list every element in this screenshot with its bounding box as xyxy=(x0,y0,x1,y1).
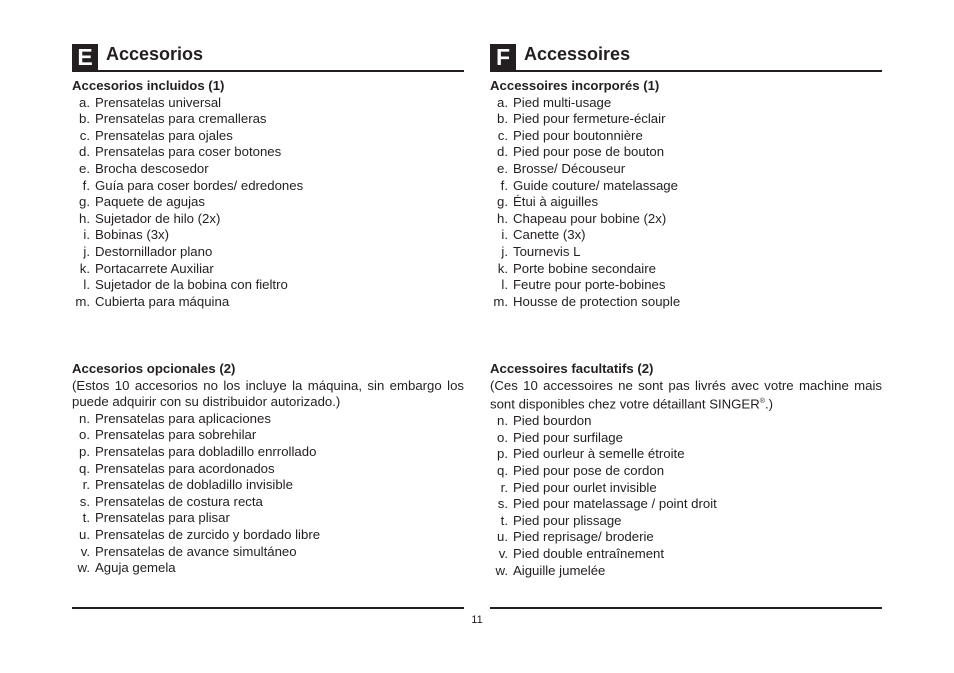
item-text: Destornillador plano xyxy=(95,243,213,259)
list-item xyxy=(490,529,882,546)
item-text: Pied double entraînement xyxy=(513,545,665,561)
registered-mark: ® xyxy=(759,398,765,406)
item-text: Prensatelas para coser botones xyxy=(95,144,282,160)
item-marker: o. xyxy=(79,427,90,443)
item-text: Pied pour pose de cordon xyxy=(513,462,665,478)
item-text: Prensatelas de dobladillo invisible xyxy=(95,477,293,493)
item-text: Pied pour ourlet invisible xyxy=(513,479,657,495)
list-item xyxy=(72,294,464,311)
item-text: Pied pour plissage xyxy=(513,512,622,528)
item-marker: j. xyxy=(501,243,508,259)
item-text: Prensatelas para sobrehilar xyxy=(95,427,257,443)
list-item xyxy=(490,563,882,580)
item-marker: b. xyxy=(497,111,508,127)
optional-list xyxy=(72,411,464,577)
item-text: Étui à aiguilles xyxy=(513,194,599,210)
item-marker: v. xyxy=(498,545,508,561)
list-item xyxy=(490,413,882,430)
item-text: Prensatelas para acordonados xyxy=(95,460,275,476)
header-rule xyxy=(72,70,464,72)
list-item xyxy=(490,211,882,228)
included-list xyxy=(490,95,882,311)
item-marker: d. xyxy=(79,144,90,160)
item-marker: c. xyxy=(79,127,90,143)
item-text: Prensatelas de avance simultáneo xyxy=(95,543,297,559)
french-column xyxy=(490,43,882,578)
item-marker: c. xyxy=(497,127,508,143)
optional-intro xyxy=(490,378,882,414)
section-header xyxy=(72,43,464,70)
included-list xyxy=(72,95,464,311)
included-heading: Accessoires incorporés (1) xyxy=(490,78,660,93)
item-marker: u. xyxy=(497,529,508,545)
list-item xyxy=(490,244,882,261)
item-text: Pied pour matelassage / point droit xyxy=(513,496,717,512)
list-item xyxy=(72,411,464,428)
list-item xyxy=(490,446,882,463)
item-marker: h. xyxy=(79,210,90,226)
optional-accessories xyxy=(72,361,464,577)
item-marker: n. xyxy=(79,410,90,426)
list-item xyxy=(490,277,882,294)
item-marker: f. xyxy=(82,177,90,193)
item-text: Tournevis L xyxy=(513,243,581,259)
optional-heading: Accesorios opcionales (2) xyxy=(72,361,236,376)
item-marker: k. xyxy=(497,260,508,276)
list-item xyxy=(72,461,464,478)
intro-text: (Ces 10 accessoires ne sont pas livrés avec votre machine mais sont disponibles chez votre détaillant SINGER xyxy=(490,377,882,412)
item-marker: e. xyxy=(497,160,508,176)
item-marker: f. xyxy=(500,177,508,193)
list-item xyxy=(72,194,464,211)
item-text: Prensatelas de zurcido y bordado libre xyxy=(95,526,321,542)
spanish-column xyxy=(72,43,464,576)
language-badge: E xyxy=(72,44,98,70)
item-text: Bobinas (3x) xyxy=(95,227,170,243)
item-text: Brosse/ Découseur xyxy=(513,160,626,176)
item-text: Pied pour boutonnière xyxy=(513,127,643,143)
list-item xyxy=(490,546,882,563)
item-marker: l. xyxy=(83,277,90,293)
item-marker: e. xyxy=(79,160,90,176)
item-marker: w. xyxy=(77,560,90,576)
item-text: Pied reprisage/ broderie xyxy=(513,529,654,545)
list-item xyxy=(490,463,882,480)
optional-intro: (Estos 10 accesorios no los incluye la máquina, sin embargo los puede adquirir con su distribuidor autorizado.) xyxy=(72,377,464,410)
item-text: Chapeau pour bobine (2x) xyxy=(513,210,667,226)
list-item xyxy=(72,510,464,527)
optional-heading: Accessoires facultatifs (2) xyxy=(490,361,654,376)
list-item xyxy=(72,211,464,228)
item-text: Feutre pour porte-bobines xyxy=(513,277,666,293)
list-item xyxy=(490,227,882,244)
list-item xyxy=(490,480,882,497)
item-marker: k. xyxy=(79,260,90,276)
list-item xyxy=(72,161,464,178)
item-text: Paquete de agujas xyxy=(95,194,205,210)
item-text: Sujetador de la bobina con fieltro xyxy=(95,277,288,293)
item-text: Cubierta para máquina xyxy=(95,293,230,309)
item-marker: s. xyxy=(79,493,90,509)
list-item xyxy=(72,477,464,494)
item-marker: l. xyxy=(501,277,508,293)
list-item xyxy=(72,277,464,294)
item-marker: g. xyxy=(497,194,508,210)
item-marker: m. xyxy=(493,293,508,309)
item-text: Pied pour surfilage xyxy=(513,429,623,445)
list-item xyxy=(490,95,882,112)
list-item xyxy=(490,513,882,530)
item-marker: h. xyxy=(497,210,508,226)
list-item xyxy=(72,544,464,561)
item-text: Aguja gemela xyxy=(95,560,176,576)
item-marker: o. xyxy=(497,429,508,445)
item-marker: i. xyxy=(501,227,508,243)
list-item xyxy=(72,244,464,261)
item-text: Prensatelas universal xyxy=(95,94,222,110)
item-text: Brocha descosedor xyxy=(95,160,209,176)
item-text: Pied multi-usage xyxy=(513,94,612,110)
list-item xyxy=(490,178,882,195)
list-item xyxy=(490,261,882,278)
section-title: Accesorios xyxy=(106,44,204,64)
list-item xyxy=(72,444,464,461)
item-marker: t. xyxy=(82,510,90,526)
item-marker: r. xyxy=(500,479,508,495)
list-item xyxy=(72,560,464,577)
item-marker: s. xyxy=(497,496,508,512)
item-marker: v. xyxy=(80,543,90,559)
item-text: Prensatelas para plisar xyxy=(95,510,230,526)
item-text: Porte bobine secondaire xyxy=(513,260,656,276)
item-marker: g. xyxy=(79,194,90,210)
optional-accessories xyxy=(490,361,882,579)
item-marker: p. xyxy=(497,446,508,462)
item-text: Canette (3x) xyxy=(513,227,586,243)
item-text: Housse de protection souple xyxy=(513,293,681,309)
footer-rule xyxy=(490,607,882,609)
item-text: Pied ourleur à semelle étroite xyxy=(513,446,685,462)
item-text: Prensatelas para ojales xyxy=(95,127,233,143)
optional-list xyxy=(490,413,882,579)
list-item xyxy=(72,527,464,544)
item-text: Prensatelas para cremalleras xyxy=(95,111,267,127)
intro-end: .) xyxy=(764,396,773,412)
item-text: Guía para coser bordes/ edredones xyxy=(95,177,304,193)
list-item xyxy=(490,430,882,447)
list-item xyxy=(72,111,464,128)
list-item xyxy=(490,111,882,128)
item-marker: u. xyxy=(79,526,90,542)
item-marker: q. xyxy=(497,462,508,478)
item-marker: b. xyxy=(79,111,90,127)
list-item xyxy=(490,161,882,178)
section-header xyxy=(490,43,882,70)
list-item xyxy=(490,194,882,211)
list-item xyxy=(490,294,882,311)
section-title: Accessoires xyxy=(524,44,631,64)
item-marker: p. xyxy=(79,443,90,459)
item-text: Pied bourdon xyxy=(513,413,592,429)
item-text: Prensatelas para dobladillo enrrollado xyxy=(95,443,317,459)
item-marker: d. xyxy=(497,144,508,160)
list-item xyxy=(72,494,464,511)
item-marker: a. xyxy=(497,94,508,110)
list-item xyxy=(72,95,464,112)
header-rule xyxy=(490,70,882,72)
footer-rule xyxy=(72,607,464,609)
item-marker: w. xyxy=(495,562,508,578)
list-item xyxy=(72,227,464,244)
item-marker: j. xyxy=(83,243,90,259)
item-text: Prensatelas para aplicaciones xyxy=(95,410,271,426)
list-item xyxy=(72,427,464,444)
item-marker: m. xyxy=(75,293,90,309)
item-text: Guide couture/ matelassage xyxy=(513,177,678,193)
list-item xyxy=(490,128,882,145)
list-item xyxy=(490,496,882,513)
page-number: 11 xyxy=(471,614,483,626)
item-text: Aiguille jumelée xyxy=(513,562,606,578)
item-marker: n. xyxy=(497,413,508,429)
item-text: Sujetador de hilo (2x) xyxy=(95,210,221,226)
item-marker: r. xyxy=(82,477,90,493)
item-text: Portacarrete Auxiliar xyxy=(95,260,214,276)
item-marker: q. xyxy=(79,460,90,476)
list-item xyxy=(72,144,464,161)
list-item xyxy=(72,178,464,195)
item-marker: i. xyxy=(83,227,90,243)
item-text: Prensatelas de costura recta xyxy=(95,493,263,509)
list-item xyxy=(72,128,464,145)
item-marker: a. xyxy=(79,94,90,110)
item-text: Pied pour fermeture-éclair xyxy=(513,111,666,127)
included-accessories xyxy=(72,78,464,310)
item-marker: t. xyxy=(500,512,508,528)
included-accessories xyxy=(490,78,882,310)
list-item xyxy=(72,261,464,278)
language-badge: F xyxy=(490,44,516,70)
included-heading: Accesorios incluidos (1) xyxy=(72,78,225,93)
list-item xyxy=(490,144,882,161)
item-text: Pied pour pose de bouton xyxy=(513,144,665,160)
